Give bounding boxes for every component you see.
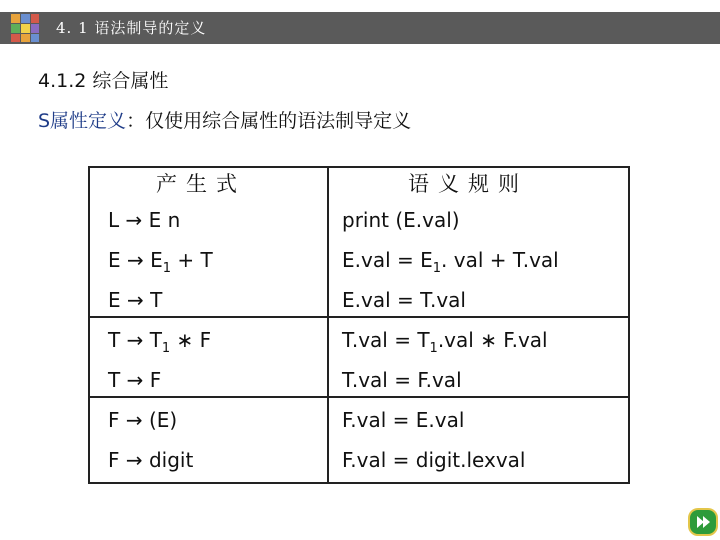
cell-text: print (E.val) [342, 208, 460, 232]
subscript: 1 [161, 341, 171, 356]
cell-text: F → digit [108, 448, 194, 472]
cell-text: F.val = E.val [342, 408, 465, 432]
production-cell [108, 446, 193, 483]
cell-text: E.val = T.val [342, 288, 466, 312]
subscript: 1 [429, 341, 438, 356]
definition-body: ：仅使用综合属性的语法制导定义 [126, 110, 412, 132]
cell-text: .val ∗ F.val [437, 328, 548, 352]
rules-table [88, 166, 630, 484]
subscript: 1 [432, 261, 442, 276]
production-cell [108, 366, 161, 403]
cell-text: T → F [108, 368, 162, 392]
cell-text: E.val = E [342, 248, 433, 272]
rule-cell [342, 286, 466, 323]
cell-text: E → T [108, 288, 163, 312]
cell-text: F → (E) [108, 408, 178, 432]
production-cell [108, 326, 211, 363]
cell-text: . val + T.val [441, 248, 559, 272]
production-cell [108, 406, 177, 443]
cell-text: + T [171, 248, 213, 272]
production-cell [108, 206, 180, 243]
next-arrow-icon[interactable] [688, 508, 718, 536]
header-title: 4. 1 语法制导的定义 [56, 19, 207, 37]
rule-column-header: 语义规则 [408, 172, 528, 196]
column-divider [327, 168, 329, 482]
production-cell [108, 286, 162, 323]
cell-text: ∗ F [170, 328, 212, 352]
definition-term: S属性定义 [38, 110, 127, 132]
production-cell [108, 246, 213, 283]
cell-text: L → E n [108, 208, 181, 232]
cell-text: T → T [108, 328, 162, 352]
definition-text [38, 108, 411, 134]
rule-cell [342, 366, 462, 403]
grid-logo-icon [10, 13, 40, 43]
section-heading: 4.1.2 综合属性 [38, 70, 169, 92]
subscript: 1 [162, 261, 172, 276]
rule-cell [342, 326, 548, 363]
rule-cell [342, 206, 460, 243]
cell-text: E → E [108, 248, 163, 272]
cell-text: T.val = T [342, 328, 430, 352]
cell-text: T.val = F.val [342, 368, 462, 392]
production-column-header: 产生式 [156, 172, 246, 196]
rule-cell [342, 406, 464, 443]
rule-cell [342, 446, 525, 483]
cell-text: F.val = digit.lexval [342, 448, 526, 472]
rule-cell [342, 246, 559, 283]
